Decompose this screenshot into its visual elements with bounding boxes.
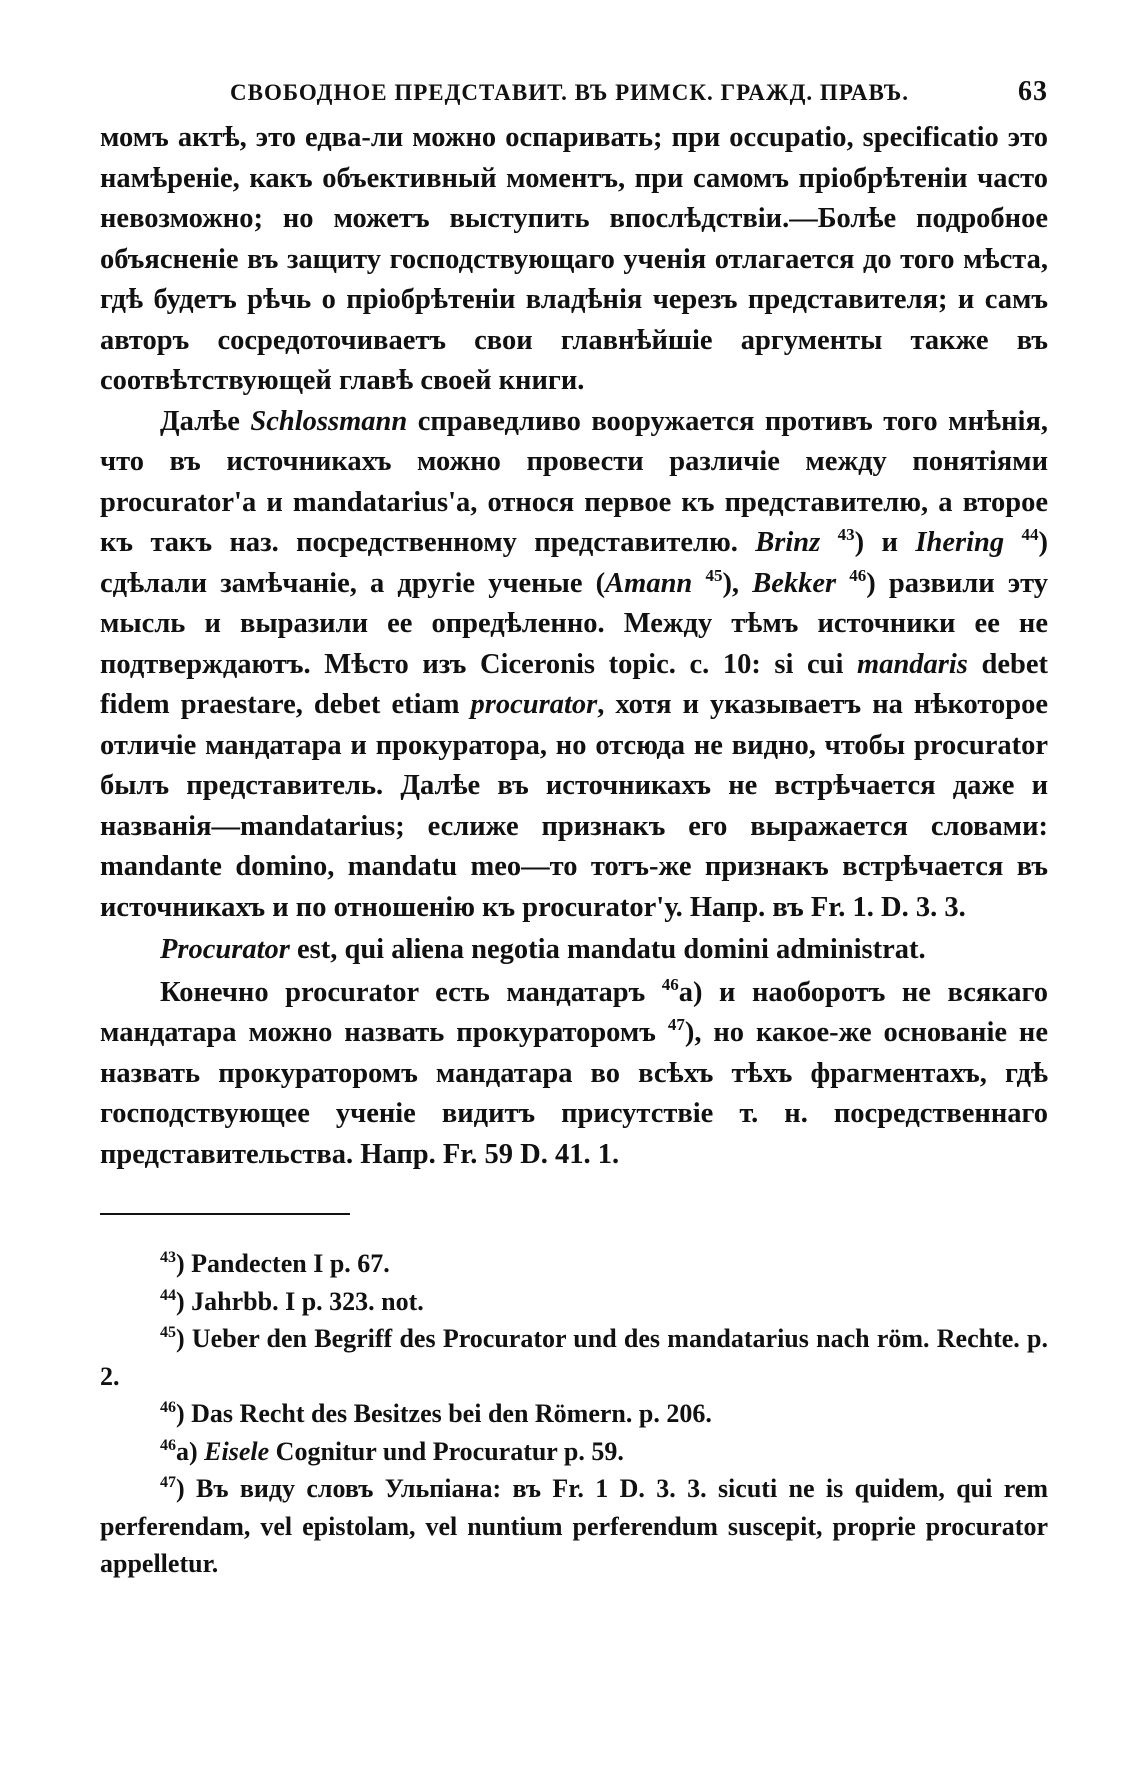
paragraph-3-text: а) и наоборотъ не всякаго мандатара можно назвать прокураторомъ xyxy=(100,976,1048,1048)
footnote-number: 45 xyxy=(160,1324,176,1341)
paragraph-2-text: debet fidem praestare, debet etiam xyxy=(100,648,1048,720)
paragraph-2-text: справедливо вооружается противъ того мнѣнія, что въ источникахъ можно провести различіе между понятіями procurator'а и mandatarius'а, относя первое къ представителю, а второе къ такъ наз. посредственному представителю. xyxy=(100,405,1048,558)
paragraph-3-text: Конечно procurator есть мандатаръ xyxy=(160,976,662,1008)
footnote-text: ) Въ виду словъ Ульпіана: въ Fr. 1 D. 3. 3. sicuti ne is quidem, qui rem perferendam, vel epistolam, vel nuntium perferendum suscepit, proprie procurator appelletur. xyxy=(100,1474,1048,1578)
footnote-number: 46 xyxy=(160,1399,176,1416)
main-text xyxy=(100,118,1048,1175)
footnote xyxy=(100,1395,1048,1433)
footnote xyxy=(100,1470,1048,1583)
paragraph-3-text: ), но какое-же основаніе не назвать прокураторомъ мандатара во всѣхъ тѣхъ фрагментахъ, гдѣ господствующее ученіе видитъ присутствіе т. н. посредственнаго представительства. Напр. Fr. 59 D. 41. 1. xyxy=(100,1017,1049,1170)
latin-term: procurator xyxy=(470,689,598,720)
footnote-ref: 44 xyxy=(1021,525,1039,544)
footnote-number: 44 xyxy=(160,1286,176,1304)
footnote-ref: 47 xyxy=(667,1015,685,1034)
footnote xyxy=(100,1283,1048,1321)
paragraph-2-text: , хотя и указываетъ на нѣкоторое отличіе мандатара и прокуратора, но отсюда не видно, чтобы procurator былъ представитель. Далѣе въ источникахъ не встрѣчается даже и названія—mandatarius; еслиже признакъ его выражается словами: mandante domino, mandatu meo—то тотъ-же признакъ встрѣчается въ источникахъ и по отношенію къ procurator'у. Напр. въ Fr. 1. D. 3. 3. xyxy=(100,689,1048,923)
footnote xyxy=(100,1320,1048,1395)
running-head xyxy=(100,70,1048,118)
paragraph-3 xyxy=(100,973,1048,1176)
footnote-text: ) Ueber den Begriff des Procurator und des mandatarius nach röm. Rechte. p. 2. xyxy=(100,1324,1048,1391)
quotation-lead: Procurator xyxy=(160,934,290,965)
footnote xyxy=(100,1433,1048,1471)
author-name: Schlossmann xyxy=(250,405,408,437)
paragraph-2-text: Далѣе xyxy=(160,405,251,437)
latin-quotation xyxy=(100,930,1048,971)
footnotes xyxy=(100,1245,1048,1583)
paragraph-2-text: ), xyxy=(722,567,753,599)
footnote-ref: 43 xyxy=(837,525,855,544)
latin-term: mandaris xyxy=(857,648,968,680)
footnote-text: a) xyxy=(176,1436,205,1466)
paragraph-2-text: ) развили эту мысль и выразили ее опредѣленно. Между тѣмъ источники ее не подтверждаютъ. Мѣсто изъ Ciceronis topic. c. 10: si cui xyxy=(100,567,1049,680)
paragraph-2-text: ) сдѣлали замѣчаніе, а другіе ученые ( xyxy=(100,527,1048,599)
footnote-number: 46 xyxy=(160,1436,176,1454)
running-title: СВОБОДНОЕ ПРЕДСТАВИТ. ВЪ РИМСК. ГРАЖД. ПРАВЪ. xyxy=(230,80,910,105)
footnote-text: ) Pandecten I p. 67. xyxy=(176,1249,390,1278)
author-name: Brinz xyxy=(755,527,821,558)
author-name: Eisele xyxy=(204,1436,270,1466)
footnote-ref: 45 xyxy=(705,565,723,585)
footnote-text: Cognitur und Procuratur p. 59. xyxy=(269,1436,624,1466)
page-number: 63 xyxy=(1018,76,1048,107)
author-name: Bekker xyxy=(752,567,837,599)
quotation-text: est, qui aliena negotia mandatu domini administrat. xyxy=(289,934,926,965)
footnote-text: ) Das Recht des Besitzes bei den Römern. p. 206. xyxy=(176,1399,712,1428)
footnote xyxy=(100,1245,1048,1283)
paragraph-1: момъ актѣ, это едва-ли можно оспаривать; при occupatio, specificatio это намѣреніе, какъ объективный моментъ, при самомъ пріобрѣтеніи часто невозможно; но можетъ выступить впослѣдствіи.—Болѣе подробное объясненіе въ защиту господствующаго ученія отлагается до того мѣста, гдѣ будетъ рѣчь о пріобрѣтеніи владѣнія черезъ представителя; и самъ авторъ сосредоточиваетъ свои главнѣйшіе аргументы также въ соотвѣтствующей главѣ своей книги. xyxy=(100,122,1048,396)
paragraph-2-text: ) и xyxy=(854,527,916,558)
footnote-text: ) Jahrbb. I p. 323. not. xyxy=(176,1286,424,1316)
footnote-number: 43 xyxy=(160,1249,176,1266)
author-name: Ihering xyxy=(915,527,1005,558)
footnote-number: 47 xyxy=(160,1474,176,1491)
footnote-separator xyxy=(100,1213,350,1215)
footnote-ref: 46 xyxy=(849,565,867,585)
author-name: Amann xyxy=(605,567,693,599)
paragraph-2 xyxy=(100,402,1048,929)
footnote-ref: 46 xyxy=(661,974,679,994)
book-page xyxy=(100,70,1048,1583)
